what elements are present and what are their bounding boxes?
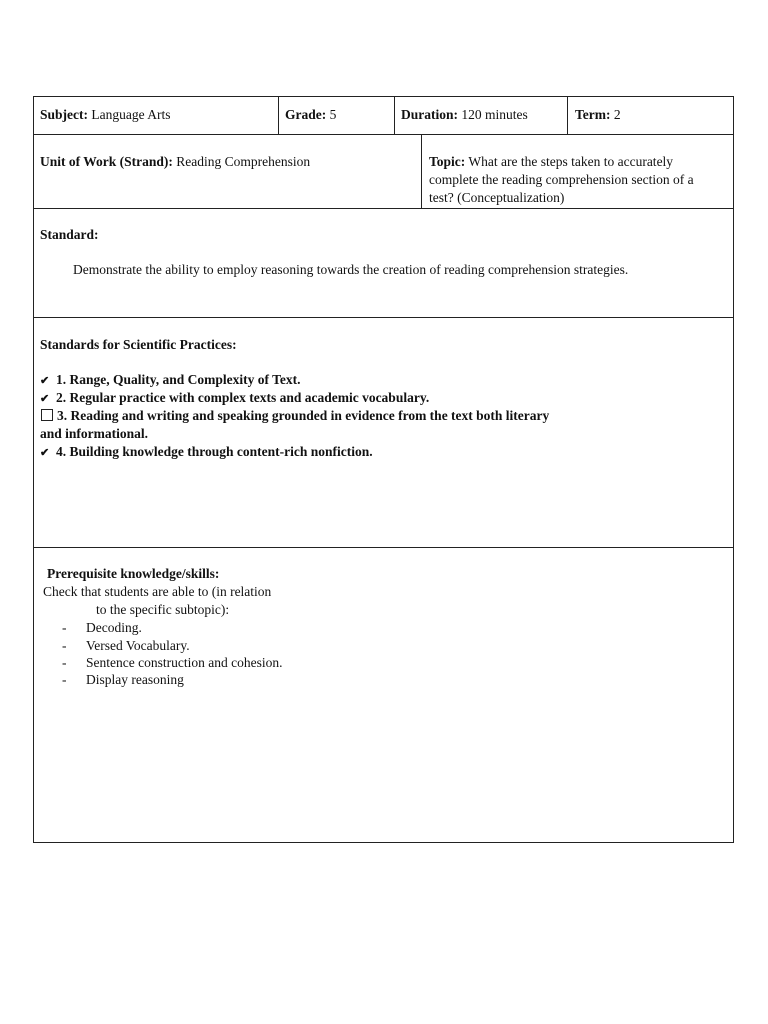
prereq-item-text: Versed Vocabulary. [86,638,190,653]
standard-text: Demonstrate the ability to employ reasoning towards the creation of reading comprehension strategies. [73,262,629,277]
prereq-item [40,637,190,655]
practice-item [40,407,549,425]
practice-text: 2. Regular practice with complex texts and academic vocabulary. [56,390,430,405]
prereq-item [40,671,184,689]
prereq-item [40,619,142,637]
topic-line: complete the reading comprehension section of a [429,172,694,187]
check-icon: ✔ [40,447,50,459]
grade-label: Grade: [285,107,327,122]
term-cell [575,106,621,124]
subject-value: Language Arts [91,107,171,122]
divider [567,96,568,135]
prereq-intro: Check that students are able to (in relation [43,584,272,599]
topic-line: test? (Conceptualization) [429,190,565,205]
practice-item-continued: and informational. [40,426,149,441]
practice-item [40,443,373,462]
subject-cell [40,106,170,124]
topic-label: Topic: [429,154,466,169]
checkbox-empty-icon [41,409,53,421]
duration-value: 120 minutes [461,107,528,122]
unit-value: Reading Comprehension [176,154,311,169]
practice-text: 4. Building knowledge through content-rich nonfiction. [56,444,373,459]
topic-text: What are the steps taken to accurately [468,154,674,169]
topic-line [429,153,729,171]
bullet-dash: - [62,638,67,653]
prereq-item-text: Decoding. [86,620,142,635]
prereq-intro-cont: to the specific subtopic): [96,602,230,617]
divider [394,96,395,135]
practice-text: 3. Reading and writing and speaking grounded in evidence from the text both literary [57,408,550,423]
bullet-dash: - [62,620,67,635]
practice-item [40,371,301,390]
unit-label: Unit of Work (Strand): [40,154,173,169]
divider [278,96,279,135]
bullet-dash: - [62,672,67,687]
prereq-item-text: Display reasoning [86,672,184,687]
standard-label: Standard: [40,227,99,242]
topic-cell [429,153,729,207]
grade-value: 5 [329,107,337,122]
duration-cell [401,106,528,124]
subject-label: Subject: [40,107,88,122]
term-value: 2 [613,107,621,122]
bullet-dash: - [62,655,67,670]
grade-cell [285,106,336,124]
unit-cell [40,153,310,171]
practice-item [40,389,429,408]
prereq-item [40,654,282,672]
term-label: Term: [575,107,611,122]
check-icon: ✔ [40,393,50,405]
check-icon: ✔ [40,375,50,387]
practice-text: 1. Range, Quality, and Complexity of Text. [56,372,301,387]
duration-label: Duration: [401,107,458,122]
prereq-item-text: Sentence construction and cohesion. [86,655,283,670]
practices-label: Standards for Scientific Practices: [40,337,237,352]
divider [421,134,422,209]
prereq-label: Prerequisite knowledge/skills: [47,566,220,581]
